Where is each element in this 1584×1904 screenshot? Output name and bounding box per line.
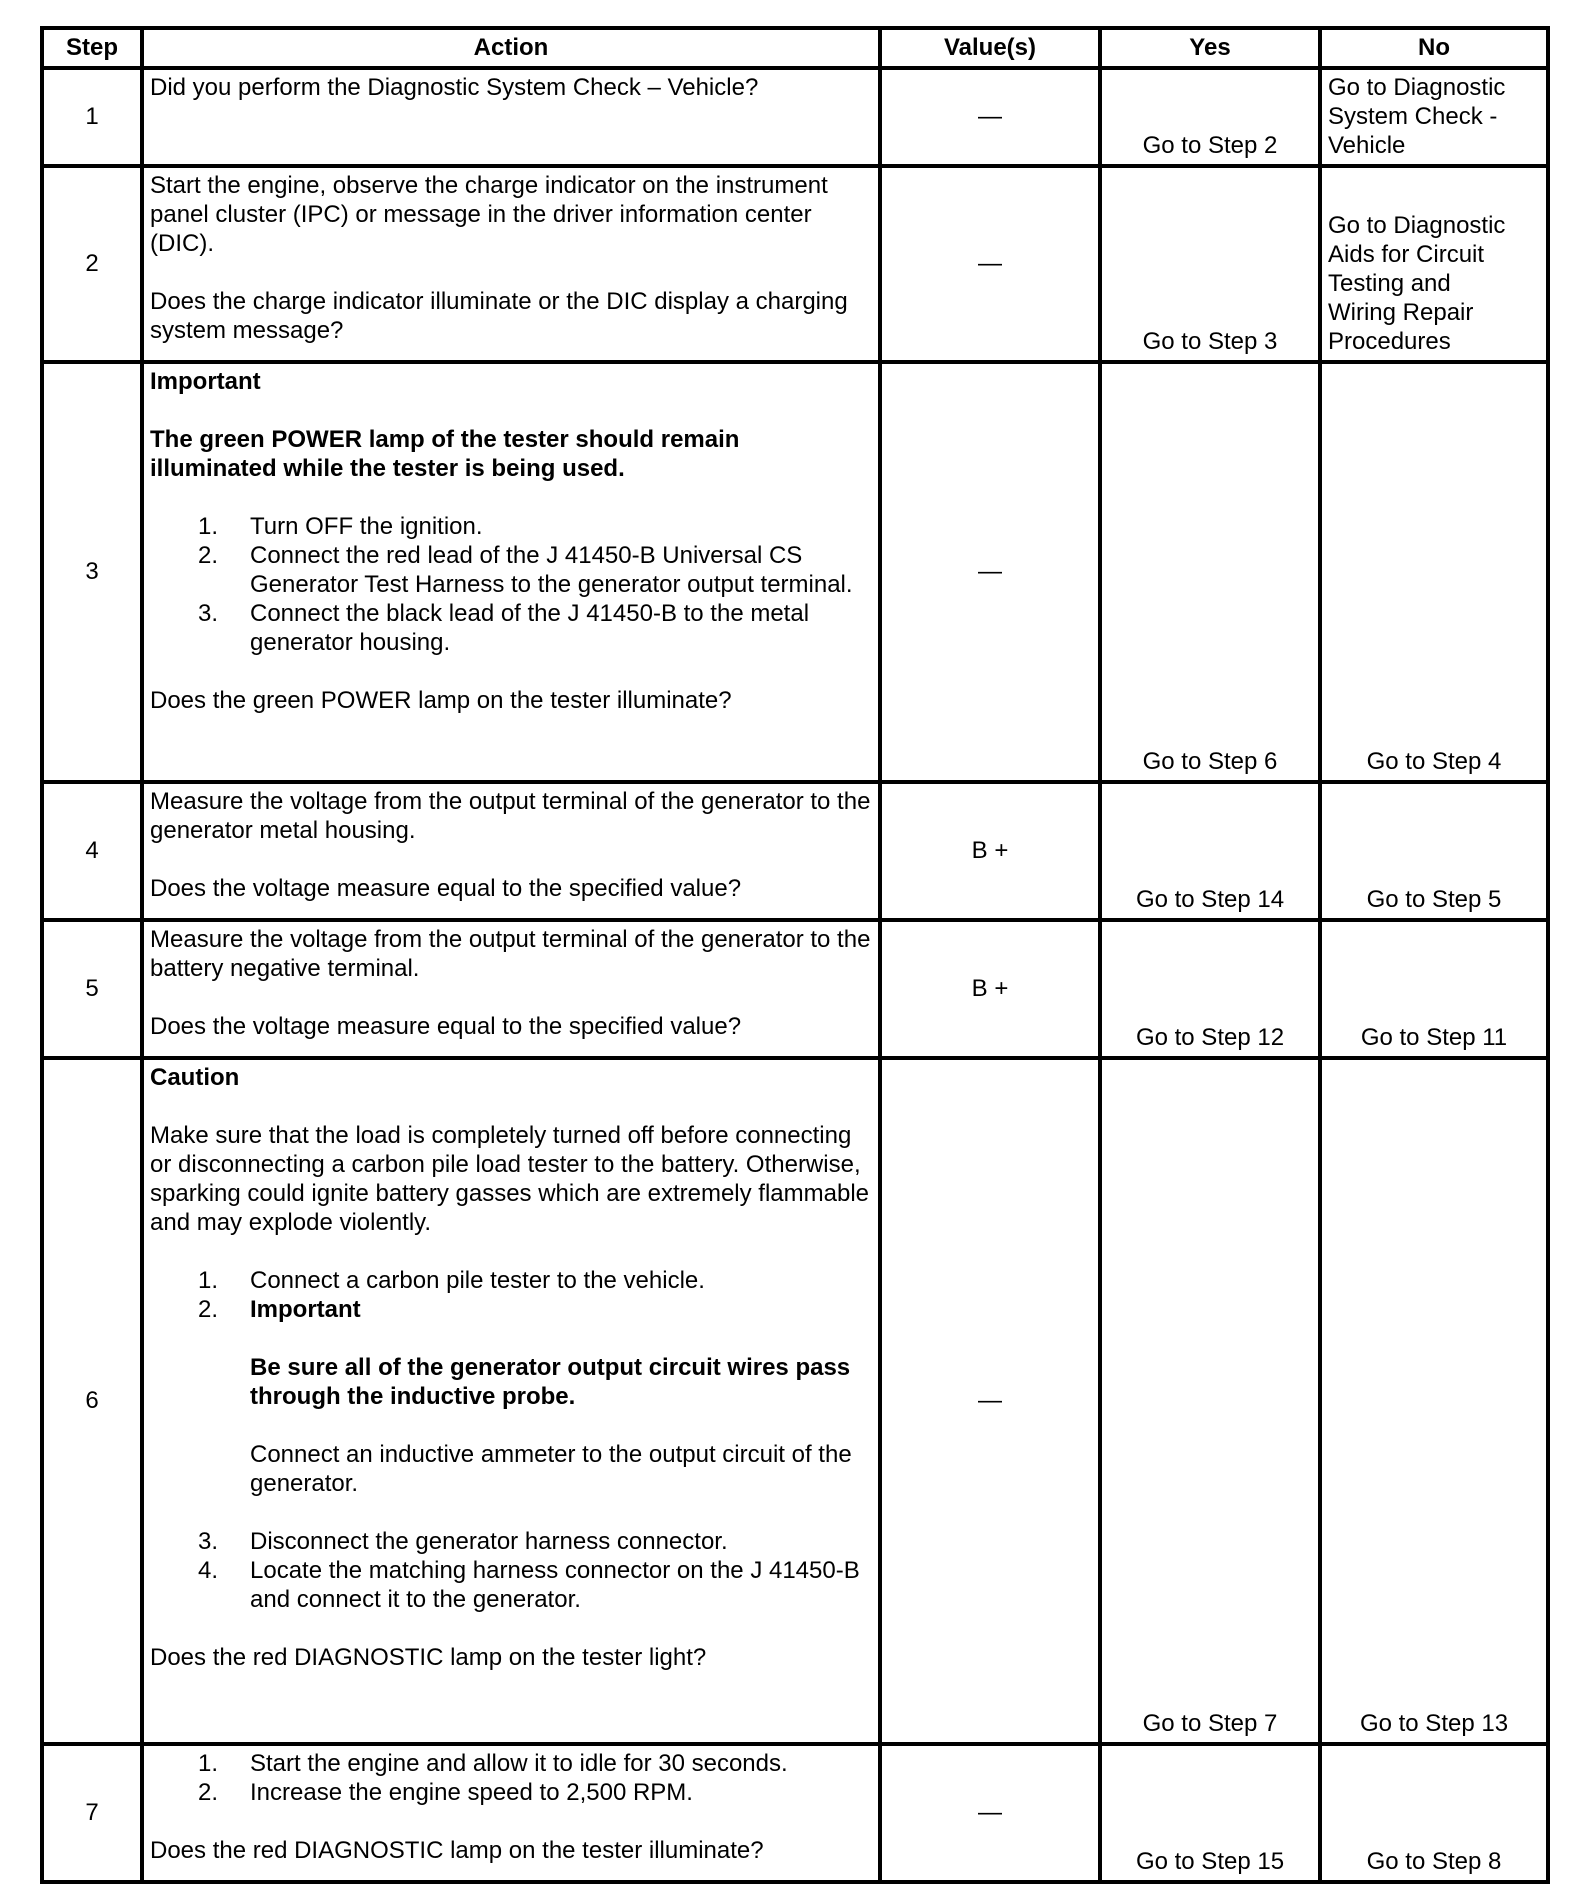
step-number: 2 bbox=[42, 166, 142, 362]
action-question: Does the voltage measure equal to the specified value? bbox=[150, 1013, 742, 1040]
step-number: 7 bbox=[42, 1744, 142, 1882]
no-cell: Go to Step 5 bbox=[1320, 782, 1548, 920]
list-item: 2. Increase the engine speed to 2,500 RPM. bbox=[198, 1779, 693, 1806]
header-no: No bbox=[1320, 28, 1548, 68]
step-number: 3 bbox=[42, 362, 142, 782]
action-paragraph: Measure the voltage from the output terminal of the generator to the battery negative terminal. bbox=[150, 926, 871, 982]
procedure-list bbox=[150, 512, 872, 657]
list-item: 3. Connect the black lead of the J 41450-B to the metal generator housing. bbox=[198, 600, 810, 656]
value-cell: — bbox=[880, 1058, 1100, 1744]
value-cell: — bbox=[880, 362, 1100, 782]
yes-cell: Go to Step 7 bbox=[1100, 1058, 1320, 1744]
yes-cell: Go to Step 14 bbox=[1100, 782, 1320, 920]
table-row-step-6 bbox=[42, 1058, 1548, 1744]
list-item: 1. Connect a carbon pile tester to the vehicle. bbox=[198, 1267, 705, 1294]
step-number: 4 bbox=[42, 782, 142, 920]
step-number: 1 bbox=[42, 68, 142, 166]
header-yes: Yes bbox=[1100, 28, 1320, 68]
no-cell: Go to Step 8 bbox=[1320, 1744, 1548, 1882]
action-cell bbox=[142, 1744, 880, 1882]
value-cell: — bbox=[880, 68, 1100, 166]
table-row-step-5 bbox=[42, 920, 1548, 1058]
yes-cell: Go to Step 12 bbox=[1100, 920, 1320, 1058]
yes-cell: Go to Step 15 bbox=[1100, 1744, 1320, 1882]
no-line: Go to Diagnostic bbox=[1328, 212, 1506, 239]
action-question: Does the voltage measure equal to the specified value? bbox=[150, 875, 742, 902]
procedure-list bbox=[150, 1266, 872, 1324]
list-item: 2. Connect the red lead of the J 41450-B Universal CS Generator Test Harness to the generator output terminal. bbox=[198, 542, 853, 598]
action-paragraph: Start the engine, observe the charge indicator on the instrument panel cluster (IPC) or message in the driver information center (DIC). bbox=[150, 172, 828, 257]
important-note: Be sure all of the generator output circuit wires pass through the inductive probe. bbox=[250, 1354, 851, 1410]
table-row-step-1 bbox=[42, 68, 1548, 166]
value-cell: B + bbox=[880, 920, 1100, 1058]
action-cell bbox=[142, 166, 880, 362]
no-line: Testing and bbox=[1328, 270, 1451, 297]
no-cell: Go to Step 13 bbox=[1320, 1058, 1548, 1744]
action-cell bbox=[142, 362, 880, 782]
caution-note: Make sure that the load is completely turned off before connecting or disconnecting a carbon pile load tester to the battery. Otherwise, sparking could ignite battery gasses which are extremely flammable and may explode violently. bbox=[150, 1122, 870, 1236]
important-note: The green POWER lamp of the tester should remain illuminated while the tester is being used. bbox=[150, 426, 740, 482]
caution-heading: Caution bbox=[150, 1064, 240, 1091]
no-cell: Go to Step 4 bbox=[1320, 362, 1548, 782]
no-line: Vehicle bbox=[1328, 132, 1406, 159]
list-item: 2. Important bbox=[198, 1296, 361, 1323]
yes-cell: Go to Step 2 bbox=[1100, 68, 1320, 166]
no-line: Procedures bbox=[1328, 328, 1451, 355]
action-question: Does the green POWER lamp on the tester illuminate? bbox=[150, 687, 732, 714]
value-cell: — bbox=[880, 166, 1100, 362]
action-question: Does the red DIAGNOSTIC lamp on the tester illuminate? bbox=[150, 1837, 764, 1864]
step-number: 5 bbox=[42, 920, 142, 1058]
table-row-step-4 bbox=[42, 782, 1548, 920]
step-number: 6 bbox=[42, 1058, 142, 1744]
value-cell: — bbox=[880, 1744, 1100, 1882]
important-heading: Important bbox=[150, 368, 261, 395]
value-cell: B + bbox=[880, 782, 1100, 920]
action-cell bbox=[142, 68, 880, 166]
no-line: System Check - bbox=[1328, 103, 1498, 130]
diagnostic-table bbox=[40, 26, 1550, 1884]
procedure-list bbox=[150, 1527, 872, 1614]
no-line: Go to Diagnostic bbox=[1328, 74, 1506, 101]
list-item: 1. Start the engine and allow it to idle for 30 seconds. bbox=[198, 1750, 788, 1777]
header-action: Action bbox=[142, 28, 880, 68]
list-item: 3. Disconnect the generator harness connector. bbox=[198, 1528, 728, 1555]
list-item: 1. Turn OFF the ignition. bbox=[198, 513, 483, 540]
action-paragraph: Measure the voltage from the output terminal of the generator to the generator metal housing. bbox=[150, 788, 871, 844]
action-cell bbox=[142, 1058, 880, 1744]
header-step: Step bbox=[42, 28, 142, 68]
action-cell bbox=[142, 920, 880, 1058]
action-question: Does the charge indicator illuminate or the DIC display a charging system message? bbox=[150, 288, 848, 344]
yes-cell: Go to Step 6 bbox=[1100, 362, 1320, 782]
no-cell bbox=[1320, 68, 1548, 166]
yes-cell: Go to Step 3 bbox=[1100, 166, 1320, 362]
header-row bbox=[42, 28, 1548, 68]
no-cell: Go to Step 11 bbox=[1320, 920, 1548, 1058]
no-cell bbox=[1320, 166, 1548, 362]
table-row-step-7 bbox=[42, 1744, 1548, 1882]
list-item: 4. Locate the matching harness connector on the J 41450-B and connect it to the generator. bbox=[198, 1557, 860, 1613]
action-question: Did you perform the Diagnostic System Check – Vehicle? bbox=[150, 74, 759, 101]
no-line: Aids for Circuit bbox=[1328, 241, 1485, 268]
table-row-step-2 bbox=[42, 166, 1548, 362]
header-values: Value(s) bbox=[880, 28, 1100, 68]
no-line: Wiring Repair bbox=[1328, 299, 1474, 326]
table-row-step-3 bbox=[42, 362, 1548, 782]
action-cell bbox=[142, 782, 880, 920]
action-question: Does the red DIAGNOSTIC lamp on the tester light? bbox=[150, 1644, 707, 1671]
procedure-list bbox=[150, 1749, 872, 1807]
list-item-text: Connect an inductive ammeter to the output circuit of the generator. bbox=[250, 1441, 852, 1497]
